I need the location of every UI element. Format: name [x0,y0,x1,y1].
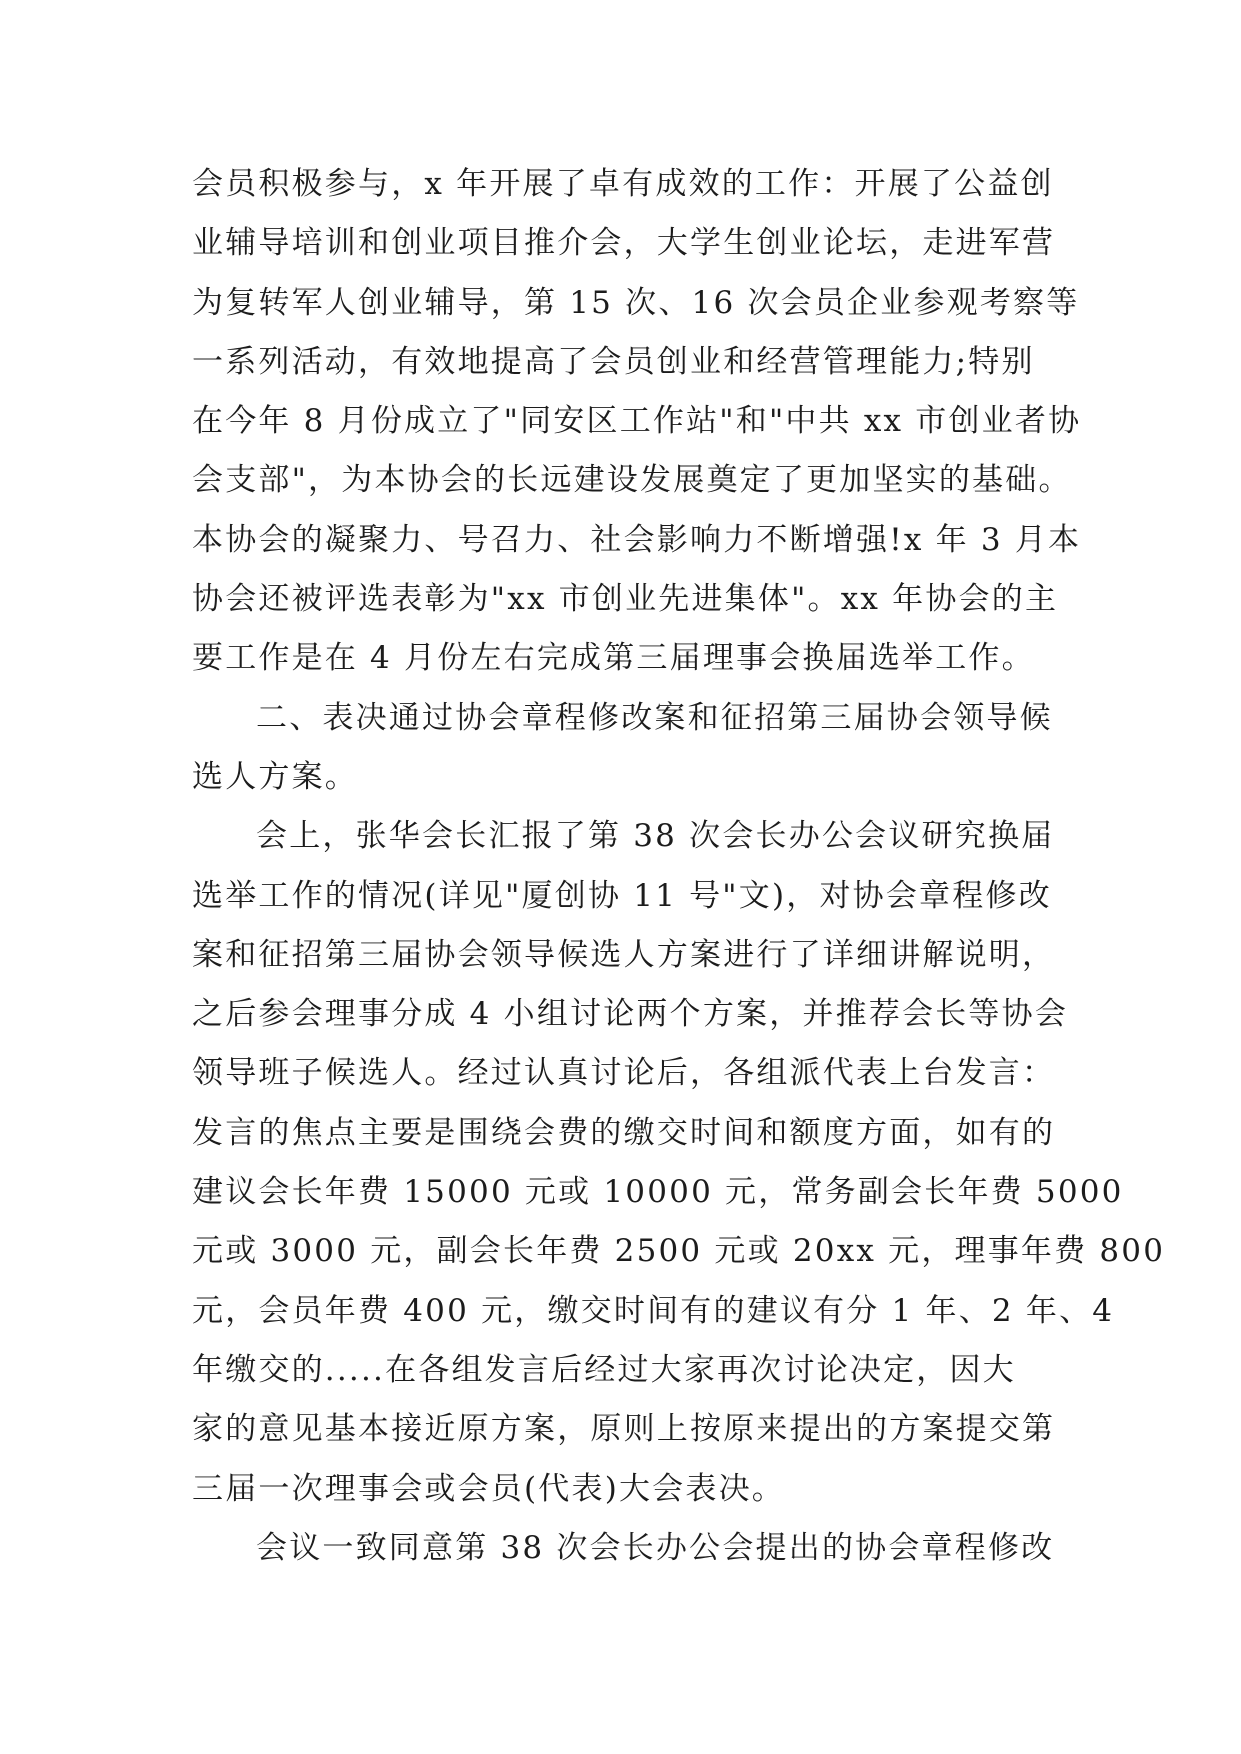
text-line: 会员积极参与，x 年开展了卓有成效的工作：开展了公益创 [192,166,1054,202]
section-heading-line: 二、表决通过协会章程修改案和征招第三届协会领导候 [256,699,1053,736]
text-line: 选举工作的情况(详见"厦创协 11 号"文)，对协会章程修改 [192,877,1052,914]
text-line: 发言的焦点主要是围绕会费的缴交时间和额度方面，如有的 [192,1114,1056,1151]
text-line: 业辅导培训和创业项目推介会，大学生创业论坛，走进军营 [192,225,1056,262]
text-line: 之后参会理事分成 4 小组讨论两个方案，并推荐会长等协会 [192,996,1069,1033]
text-line: 三届一次理事会或会员(代表)大会表决。 [192,1470,785,1507]
paragraph-first-line: 会上，张华会长汇报了第 38 次会长办公会议研究换届 [256,818,1055,855]
text-line: 要工作是在 4 月份左右完成第三届理事会换届选举工作。 [192,640,1035,677]
text-line: 协会还被评选表彰为"xx 市创业先进集体"。xx 年协会的主 [192,581,1059,618]
text-line: 本协会的凝聚力、号召力、社会影响力不断增强!x 年 3 月本 [192,521,1082,558]
paragraph-first-line: 会议一致同意第 38 次会长办公会提出的协会章程修改 [256,1529,1055,1566]
text-line: 元或 3000 元，副会长年费 2500 元或 20xx 元，理事年费 800 [192,1233,1166,1270]
text-line: 会支部"，为本协会的长远建设发展奠定了更加坚实的基础。 [192,462,1072,499]
section-heading-line: 选人方案。 [192,758,358,795]
text-line: 年缴交的.....在各组发言后经过大家再次讨论决定，因大 [192,1351,1016,1388]
text-line: 一系列活动，有效地提高了会员创业和经营管理能力;特别 [192,343,1035,380]
text-line: 家的意见基本接近原方案，原则上按原来提出的方案提交第 [192,1411,1056,1448]
text-line: 案和征招第三届协会领导候选人方案进行了详细讲解说明， [192,936,1056,973]
text-line: 为复转军人创业辅导，第 15 次、16 次会员企业参观考察等 [192,284,1080,321]
text-line: 领导班子候选人。经过认真讨论后，各组派代表上台发言： [192,1055,1056,1092]
document-body [192,155,1166,1578]
text-line: 元，会员年费 400 元，缴交时间有的建议有分 1 年、2 年、4 [192,1292,1115,1329]
text-line: 在今年 8 月份成立了"同安区工作站"和"中共 xx 市创业者协 [192,403,1082,440]
text-line: 建议会长年费 15000 元或 10000 元，常务副会长年费 5000 [192,1174,1124,1211]
